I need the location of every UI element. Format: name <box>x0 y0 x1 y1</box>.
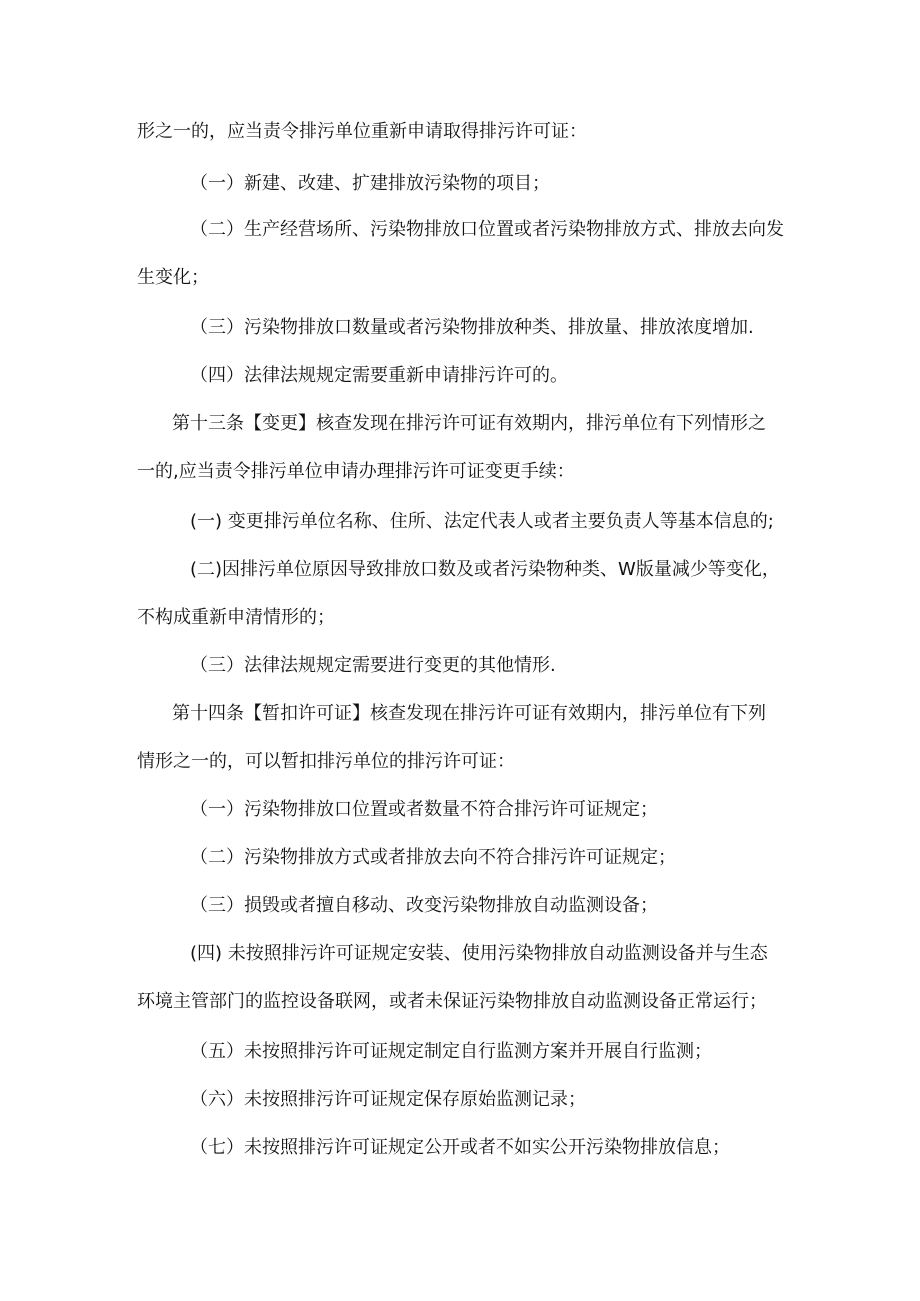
text-line: （三）法律法规规定需要进行变更的其他情形. <box>190 655 556 676</box>
text-line: 生变化； <box>137 267 209 288</box>
text-line: 不构成重新申清情形的； <box>137 607 335 628</box>
text-line: （一）新建、改建、扩建排放污染物的项目； <box>190 173 550 194</box>
text-line: （二）污染物排放方式或者排放去向不符合排污许可证规定； <box>190 847 676 868</box>
text-line: 第十三条【变更】核查发现在排污许可证有效期内，排污单位有下列情形之 <box>172 413 766 434</box>
text-line: （六）未按照排污许可证规定保存原始监测记录； <box>190 1089 586 1110</box>
text-line: (二)因排污单位原因导致排放口数及或者污染物种类、W版量减少等变化， <box>190 559 780 580</box>
text-line: （一）污染物排放口位置或者数量不符合排污许可证规定； <box>190 799 658 820</box>
text-line: （四）法律法规规定需要重新申请排污许可的。 <box>190 365 568 386</box>
text-line: 一的,应当责令排污单位申请办理排污许可证变更手续： <box>137 461 575 482</box>
text-line: 形之一的，应当责令排污单位重新申请取得排污许可证： <box>137 121 587 142</box>
text-line: （三）污染物排放口数量或者污染物排放种类、排放量、排放浓度增加. <box>190 317 754 338</box>
text-line: （三）损毁或者擅自移动、改变污染物排放自动监测设备； <box>190 895 658 916</box>
text-line: 第十四条【暂扣许可证】核查发现在排污许可证有效期内，排污单位有下列 <box>172 703 766 724</box>
text-line: （五）未按照排污许可证规定制定自行监测方案并开展自行监测； <box>190 1041 712 1062</box>
text-line: (一) 变更排污单位名称、住所、法定代表人或者主要负责人等基本信息的; <box>190 511 774 532</box>
text-line: (四) 未按照排污许可证规定安装、使用污染物排放自动监测设备并与生态 <box>190 943 768 964</box>
text-line: 环境主管部门的监控设备联网，或者未保证污染物排放自动监测设备正常运行； <box>137 991 767 1012</box>
text-line: 情形之一的，可以暂扣排污单位的排污许可证： <box>137 751 515 772</box>
text-line: （二）生产经营场所、污染物排放口位置或者污染物排放方式、排放去向发 <box>190 219 784 240</box>
text-line: （七）未按照排污许可证规定公开或者不如实公开污染物排放信息； <box>190 1137 730 1158</box>
